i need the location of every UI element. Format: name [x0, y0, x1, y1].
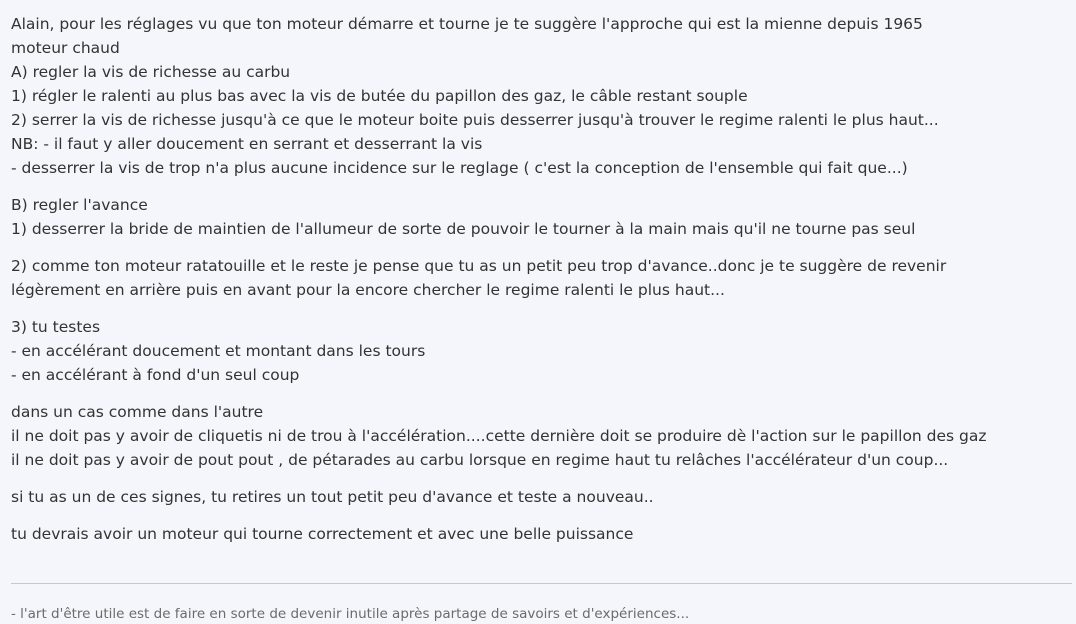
post-line: 1) desserrer la bride de maintien de l'allumeur de sorte de pouvoir le tourner à la main mais qu'il ne tourne pas seul — [11, 220, 916, 238]
post-line: B) regler l'avance — [11, 196, 148, 214]
post-line: A) regler la vis de richesse au carbu — [11, 63, 291, 81]
post-line: moteur chaud — [11, 39, 120, 57]
post-line: il ne doit pas y avoir de cliquetis ni de trou à l'accélération....cette dernière doit se produire dè l'action sur le papillon des gaz — [11, 427, 987, 445]
post-line: - en accélérant doucement et montant dans les tours — [11, 342, 426, 360]
post-paragraph — [11, 254, 1071, 302]
post-line: 1) régler le ralenti au plus bas avec la vis de butée du papillon des gaz, le câble restant souple — [11, 87, 748, 105]
post-paragraph — [11, 315, 1071, 387]
post-line: 2) serrer la vis de richesse jusqu'à ce que le moteur boite puis desserrer jusqu'à trouver le regime ralenti le plus haut... — [11, 111, 939, 129]
post-line: - en accélérant à fond d'un seul coup — [11, 366, 300, 384]
post-paragraph — [11, 400, 1071, 472]
post-paragraph — [11, 193, 1071, 241]
post-paragraph — [11, 12, 1071, 180]
post-line: - desserrer la vis de trop n'a plus aucune incidence sur le reglage ( c'est la conception de l'ensemble qui fait que...) — [11, 159, 908, 177]
post-body — [11, 12, 1071, 559]
signature-text: - l'art d'être utile est de faire en sorte de devenir inutile après partage de savoirs et d'expériences... — [11, 606, 690, 622]
post-line: il ne doit pas y avoir de pout pout , de pétarades au carbu lorsque en regime haut tu relâches l'accélérateur d'un coup... — [11, 451, 949, 469]
post-paragraph — [11, 485, 1071, 509]
post-line: si tu as un de ces signes, tu retires un tout petit peu d'avance et teste a nouveau.. — [11, 488, 654, 506]
post-line: 3) tu testes — [11, 318, 101, 336]
post-line: légèrement en arrière puis en avant pour la encore chercher le regime ralenti le plus haut... — [11, 281, 725, 299]
signature-divider — [11, 583, 1072, 584]
post-line: NB: - il faut y aller doucement en serrant et desserrant la vis — [11, 135, 483, 153]
post-line: dans un cas comme dans l'autre — [11, 403, 264, 421]
post-paragraph — [11, 522, 1071, 546]
post-line: Alain, pour les réglages vu que ton moteur démarre et tourne je te suggère l'approche qui est la mienne depuis 1965 — [11, 15, 923, 33]
post-line: 2) comme ton moteur ratatouille et le reste je pense que tu as un petit peu trop d'avance..donc je te suggère de revenir — [11, 257, 947, 275]
post-line: tu devrais avoir un moteur qui tourne correctement et avec une belle puissance — [11, 525, 634, 543]
